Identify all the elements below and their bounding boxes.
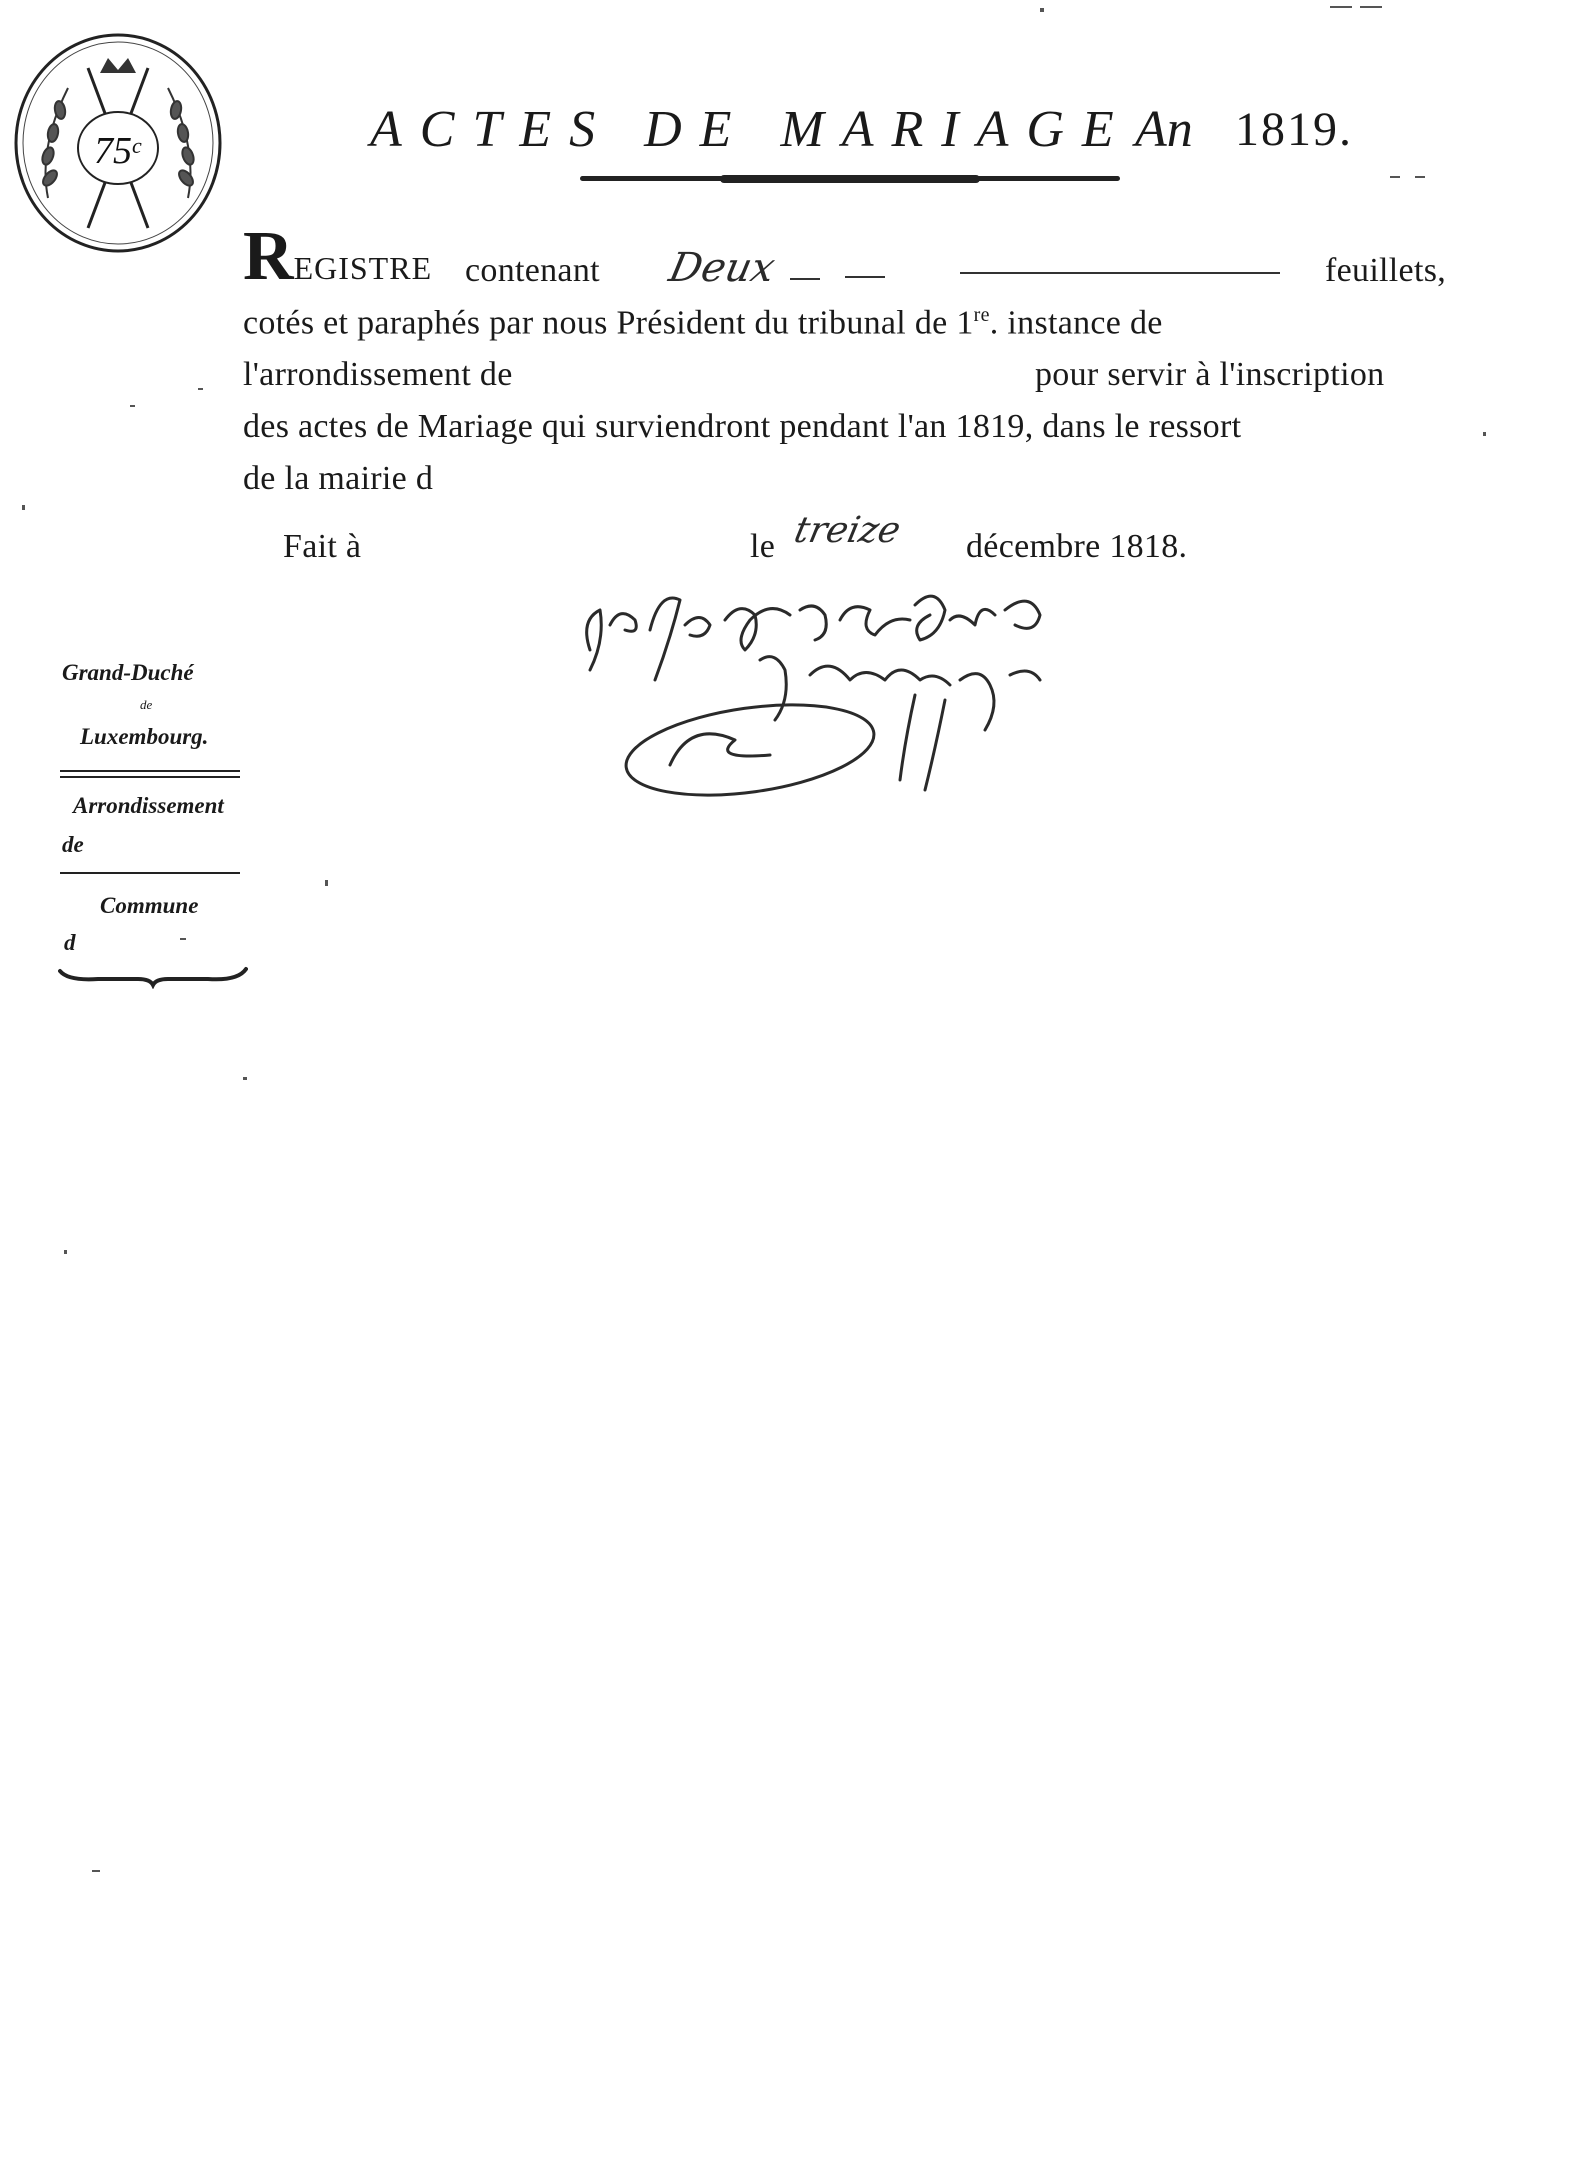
fait-label: Fait à xyxy=(283,528,362,565)
margin-rule xyxy=(60,872,240,874)
title-year: 1819. xyxy=(1235,103,1353,156)
handwritten-signature xyxy=(560,580,1100,810)
body-line-2-b: . instance de xyxy=(989,304,1163,342)
registre-word: EGISTRE xyxy=(293,250,433,286)
tax-stamp-seal xyxy=(8,28,228,258)
date-rest: décembre 1818. xyxy=(966,528,1188,565)
margin-grand-duche: Grand-Duché xyxy=(62,660,194,685)
le-label: le xyxy=(750,528,776,565)
scan-speck xyxy=(64,1250,67,1254)
title-text: ACTES DE MARIAGE xyxy=(370,101,1132,158)
scan-speck xyxy=(22,505,25,510)
scan-speck xyxy=(1330,6,1352,8)
margin-double-rule xyxy=(60,770,240,772)
margin-de-small: de xyxy=(140,697,153,712)
ordinal-superscript: re xyxy=(973,304,990,326)
body-line-2 xyxy=(243,304,1163,342)
margin-arrondissement: Arrondissement xyxy=(73,793,224,818)
margin-de: de xyxy=(62,832,84,857)
scan-speck xyxy=(92,1870,100,1872)
page-title xyxy=(370,100,1353,170)
margin-d: d xyxy=(64,930,76,955)
body-line-4: des actes de Mariage qui surviendront pendant l'an 1819, dans le ressort xyxy=(243,408,1242,445)
fill-dash xyxy=(845,276,885,278)
scan-speck xyxy=(198,388,203,390)
scan-speck xyxy=(180,938,186,940)
body-line-3-a: l'arrondissement de xyxy=(243,356,513,393)
scan-speck xyxy=(1360,6,1382,8)
body-line-5: de la mairie d xyxy=(243,460,434,497)
margin-commune: Commune xyxy=(100,893,199,918)
margin-luxembourg: Luxembourg. xyxy=(80,724,209,749)
handwritten-count: Deux xyxy=(665,245,779,291)
scan-speck xyxy=(243,1077,247,1080)
margin-brace xyxy=(58,965,248,989)
stamp-value: 75 xyxy=(94,130,132,172)
body-line-2-a: cotés et paraphés par nous Président du tribunal de 1 xyxy=(243,304,974,342)
fill-line xyxy=(960,272,1280,274)
scan-speck xyxy=(1390,176,1400,178)
scan-speck xyxy=(325,880,328,886)
title-an-label: An xyxy=(1135,101,1193,158)
body-line-3-b: pour servir à l'inscription xyxy=(1035,356,1385,393)
fill-dash xyxy=(790,278,820,280)
handwritten-day: treize xyxy=(790,510,905,551)
margin-double-rule xyxy=(60,776,240,778)
drop-cap: R xyxy=(243,218,294,295)
scan-speck xyxy=(130,405,135,407)
feuillets-word: feuillets, xyxy=(1325,252,1447,289)
scan-speck xyxy=(1040,8,1044,12)
scan-speck xyxy=(1483,432,1486,436)
title-underline-swell xyxy=(720,175,980,183)
registre-line xyxy=(243,218,433,295)
scan-speck xyxy=(1415,176,1425,178)
stamp-unit: c xyxy=(132,133,142,158)
contenant-word: contenant xyxy=(465,252,600,289)
